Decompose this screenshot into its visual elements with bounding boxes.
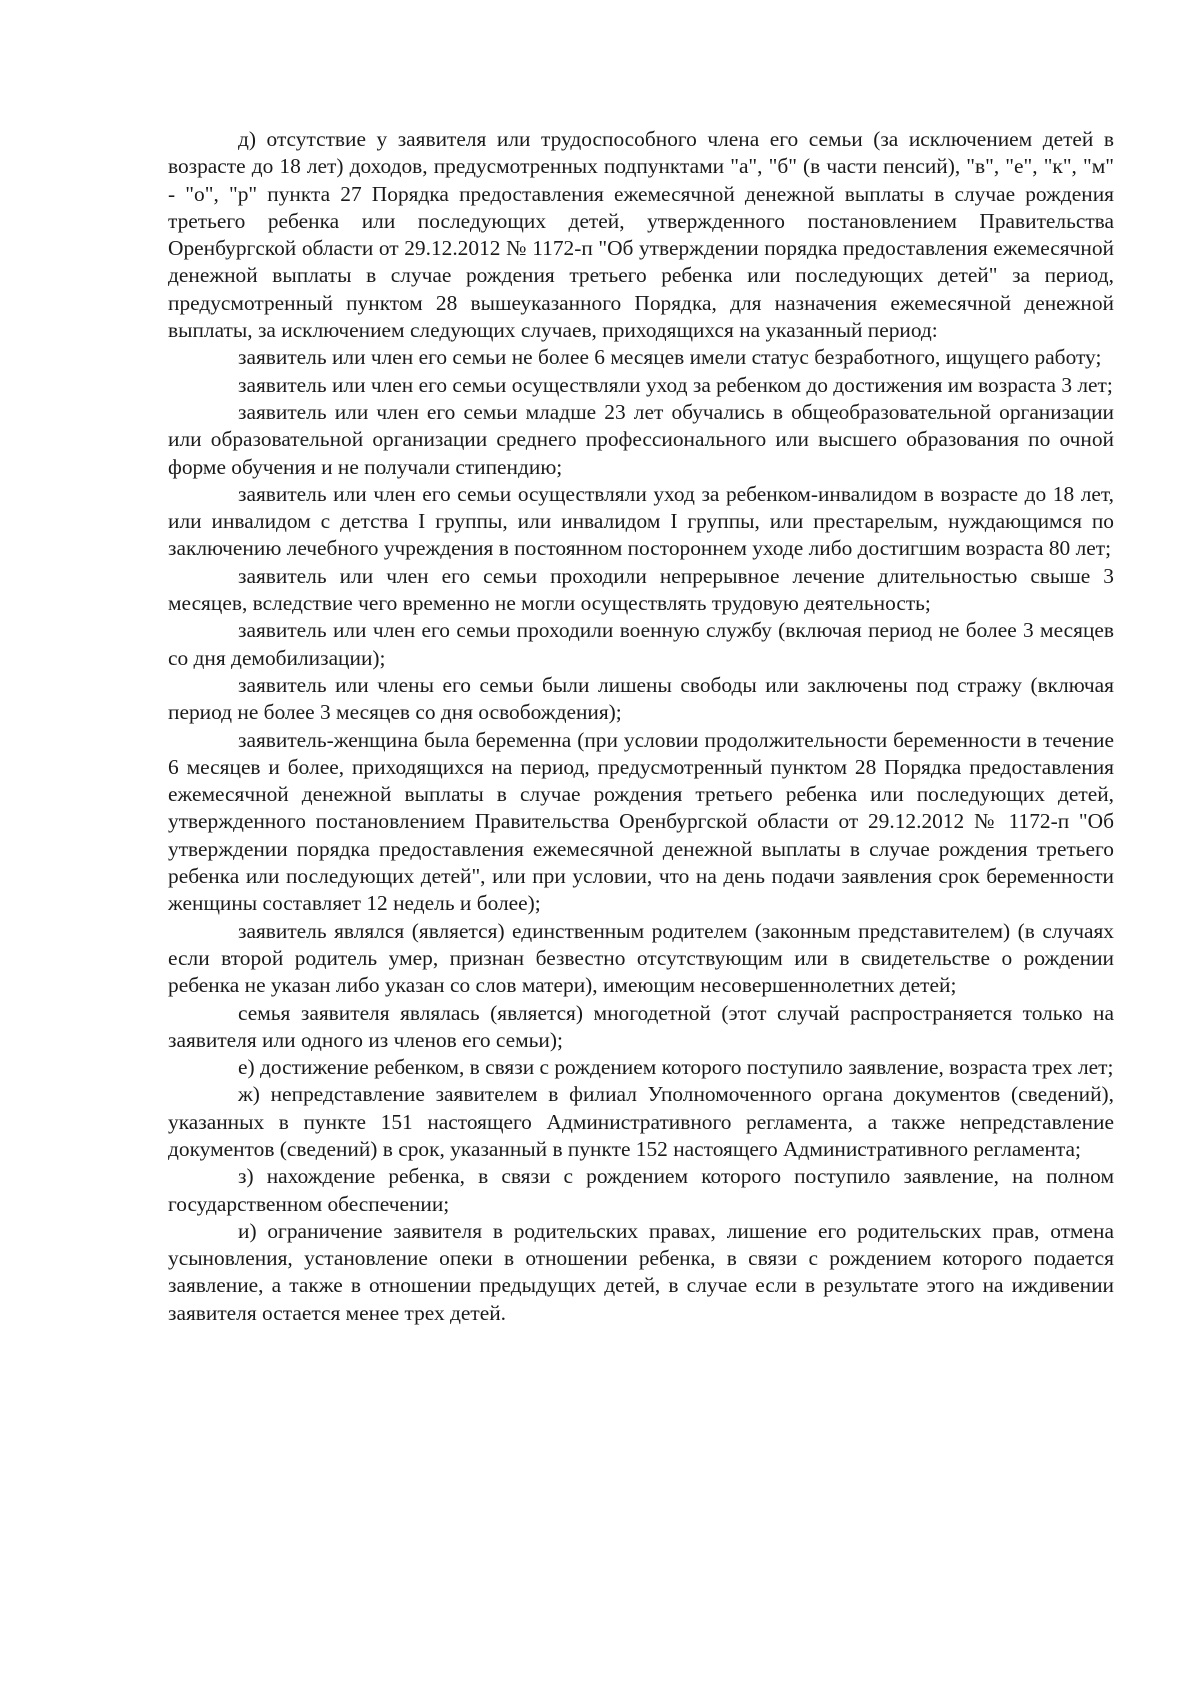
paragraph-military-service: заявитель или член его семьи проходили военную службу (включая период не более 3 месяцев со дня демобилизации); <box>168 618 1114 670</box>
paragraph-zh-missing-documents: ж) непредставление заявителем в филиал Уполномоченного органа документов (сведений), указанных в пункте 151 настоящего Административного регламента, а также непредставление документов (сведений) в срок, указанный в пункте 152 настоящего Административного регламента; <box>168 1082 1114 1161</box>
paragraph-disabled-care: заявитель или член его семьи осуществляли уход за ребенком-инвалидом в возрасте до 18 лет, или инвалидом с детства I группы, или инвалидом I группы, или престарелым, нуждающимся по заключению лечебного учреждения в постоянном постороннем уходе либо достигшим возраста 80 лет; <box>168 481 1114 561</box>
paragraph-child-care: заявитель или член его семьи осуществляли уход за ребенком до достижения им возраста 3 лет; <box>238 372 1113 397</box>
paragraph-imprisonment: заявитель или члены его семьи были лишены свободы или заключены под стражу (включая период не более 3 месяцев со дня освобождения); <box>168 672 1114 725</box>
paragraph-pregnancy: заявитель-женщина была беременна (при условии продолжительности беременности в течение 6 месяцев и более, приходящихся на период, предусмотренный пунктом 28 Порядка предоставления ежемесячной денежной выплаты в случае рождения третьего ребенка или последующих детей, утвержденного постановлением Правительства Оренбургской области от 29.12.2012 № 1172-п "Об утверждении порядка предоставления ежемесячной денежной выплаты в случае рождения третьего ребенка или последующих детей", или при условии, что на день подачи заявления срок беременности женщины составляет 12 недель и более); <box>168 727 1114 916</box>
paragraph-i-parental-rights: и) ограничение заявителя в родительских правах, лишение его родительских прав, отмена усыновления, установление опеки в отношении ребенка, в связи с рождением которого подается заявление, а также в отношении предыдущих детей, в случае если в результате этого на иждивении заявителя остается менее трех детей. <box>168 1218 1114 1325</box>
paragraph-unemployed-status: заявитель или член его семьи не более 6 месяцев имели статус безработного, ищущего работу; <box>238 345 1102 370</box>
paragraph-e-child-age: е) достижение ребенком, в связи с рождением которого поступило заявление, возраста трех лет; <box>238 1055 1114 1080</box>
paragraph-single-parent: заявитель являлся (является) единственным родителем (законным представителем) (в случаях если второй родитель умер, признан безвестно отсутствующим или в свидетельстве о рождении ребенка не указан либо указан со слов матери), имеющим несовершеннолетних детей; <box>168 918 1114 998</box>
paragraph-education: заявитель или член его семьи младше 23 лет обучались в общеобразовательной организации или образовательной организации среднего профессионального или высшего образования по очной форме обучения и не получали стипендию; <box>168 399 1114 479</box>
paragraph-large-family: семья заявителя являлась (является) многодетной (этот случай распространяется только на заявителя или одного из членов его семьи); <box>168 1000 1114 1052</box>
paragraph-medical-treatment: заявитель или член его семьи проходили непрерывное лечение длительностью свыше 3 месяцев, вследствие чего временно не могли осуществлять трудовую деятельность; <box>168 563 1114 616</box>
paragraph-d-absence-of-income: д) отсутствие у заявителя или трудоспособного члена его семьи (за исключением детей в возрасте до 18 лет) доходов, предусмотренных подпунктами "а", "б" (в части пенсий), "в", "е", "к", "м" - "о", "р" пункта 27 Порядка предоставления ежемесячной денежной выплаты в случае рождения третьего ребенка или последующих детей, утвержденного постановлением Правительства Оренбургской области от 29.12.2012 № 1172-п "Об утверждении порядка предоставления ежемесячной денежной выплаты в случае рождения третьего ребенка или последующих детей" за период, предусмотренный пунктом 28 вышеуказанного Порядка, для назначения ежемесячной денежной выплаты, за исключением следующих случаев, приходящихся на указанный период: <box>168 127 1114 343</box>
document-page <box>168 126 1114 1327</box>
paragraph-z-state-support: з) нахождение ребенка, в связи с рождением которого поступило заявление, на полном государственном обеспечении; <box>168 1164 1114 1216</box>
